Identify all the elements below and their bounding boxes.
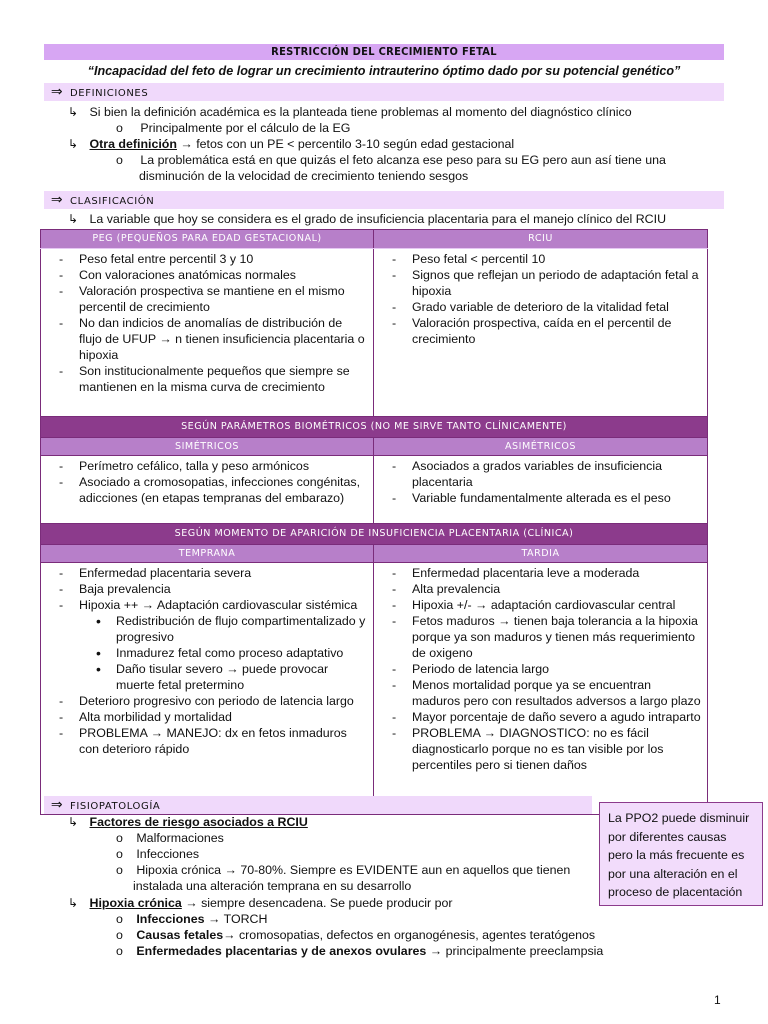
list-item: - Valoración prospectiva, caída en el percentil de crecimiento bbox=[374, 315, 701, 347]
list-item: - Alta prevalencia bbox=[374, 581, 701, 597]
factor-item: o Hipoxia crónica → 70-80%. Siempre es EVIDENTE aun en aquellos que tienen bbox=[116, 863, 571, 877]
cell-rciu bbox=[374, 249, 708, 417]
section-fisiopatologia bbox=[44, 796, 592, 814]
header-tardia: TARDIA bbox=[374, 545, 708, 563]
section-heading: CLASIFICACIÓN bbox=[70, 196, 155, 207]
section-heading: DEFINICIONES bbox=[70, 88, 149, 99]
document-title: RESTRICCIÓN DEL CRECIMIENTO FETAL bbox=[44, 44, 724, 60]
factores-heading: ↳ Factores de riesgo asociados a RCIU bbox=[68, 815, 308, 829]
list-item: • Redistribución de flujo compartimentalizado y progresivo bbox=[41, 613, 367, 645]
list-item: - Peso fetal entre percentil 3 y 10 bbox=[41, 251, 367, 267]
definition-quote: “Incapacidad del feto de lograr un crecimiento intrauterino óptimo dado por su potencial genético” bbox=[87, 64, 681, 78]
section-clasificacion bbox=[44, 191, 724, 209]
header-temprana: TEMPRANA bbox=[41, 545, 374, 563]
double-arrow-icon: ⇒ bbox=[50, 84, 64, 100]
sub-arrow-icon: ↳ bbox=[68, 212, 79, 226]
list-item: - Perímetro cefálico, talla y peso armónicos bbox=[41, 458, 367, 474]
causa-item: o Infecciones → TORCH bbox=[116, 912, 268, 926]
list-item: • Inmadurez fetal como proceso adaptativo bbox=[41, 645, 367, 661]
circle-bullet-icon: o bbox=[116, 847, 123, 861]
cell-tardia bbox=[374, 563, 708, 815]
causa-item: o Enfermedades placentarias y de anexos ovulares → principalmente preeclampsia bbox=[116, 944, 604, 958]
list-item: - Menos mortalidad porque ya se encuentran maduros pero con resultados adversos a largo plazo bbox=[374, 677, 701, 709]
section-heading: FISIOPATOLOGÍA bbox=[70, 801, 161, 812]
sub-arrow-icon: ↳ bbox=[68, 896, 79, 910]
circle-bullet-icon: o bbox=[116, 831, 123, 845]
header-rciu: RCIU bbox=[374, 230, 708, 249]
circle-bullet-icon: o bbox=[116, 928, 123, 942]
side-note: La PPO2 puede disminuir por diferentes causas pero la más frecuente es por una alteración en el proceso de placentación bbox=[599, 802, 763, 906]
list-item: - Deterioro progresivo con periodo de latencia largo bbox=[41, 693, 367, 709]
double-arrow-icon: ⇒ bbox=[50, 797, 64, 813]
list-item: - Grado variable de deterioro de la vitalidad fetal bbox=[374, 299, 701, 315]
sub-arrow-icon: ↳ bbox=[68, 105, 79, 119]
list-item: - Mayor porcentaje de daño severo a agudo intraparto bbox=[374, 709, 701, 725]
cell-peg bbox=[41, 249, 374, 417]
list-item: - Son institucionalmente pequeños que siempre se mantienen en la misma curva de crecimiento bbox=[41, 363, 367, 395]
cell-simetricos bbox=[41, 456, 374, 524]
list-item: - Periodo de latencia largo bbox=[374, 661, 701, 677]
factor-item-continued: instalada una alteración temprana en su desarrollo bbox=[133, 879, 412, 893]
factor-item: o Infecciones bbox=[116, 847, 200, 861]
list-item: - No dan indicios de anomalías de distribución de flujo de UFUP → n tienen insuficiencia placentaria o hipoxia bbox=[41, 315, 367, 363]
header-momento: SEGÚN MOMENTO DE APARICIÓN DE INSUFICIENCIA PLACENTARIA (CLÍNICA) bbox=[41, 524, 708, 545]
circle-bullet-icon: o bbox=[116, 121, 123, 135]
list-item: - Variable fundamentalmente alterada es el peso bbox=[374, 490, 701, 506]
circle-bullet-icon: o bbox=[116, 912, 123, 926]
section-definiciones bbox=[44, 83, 724, 101]
otra-definicion-label: Otra definición bbox=[89, 137, 177, 151]
definiciones-line-1a: o Principalmente por el cálculo de la EG bbox=[116, 121, 351, 135]
list-item: - Signos que reflejan un periodo de adaptación fetal a hipoxia bbox=[374, 267, 701, 299]
list-item: - Con valoraciones anatómicas normales bbox=[41, 267, 367, 283]
double-arrow-icon: ⇒ bbox=[50, 192, 64, 208]
list-item: - Enfermedad placentaria severa bbox=[41, 565, 367, 581]
list-item: - Enfermedad placentaria leve a moderada bbox=[374, 565, 701, 581]
definiciones-line-2: ↳ Otra definición → fetos con un PE < percentilo 3-10 según edad gestacional bbox=[68, 137, 515, 151]
header-asimetricos: ASIMÉTRICOS bbox=[374, 438, 708, 456]
list-item: - Asociado a cromosopatias, infecciones congénitas, adicciones (en etapas tempranas del embarazo) bbox=[41, 474, 367, 506]
list-item: - Hipoxia +/- → adaptación cardiovascular central bbox=[374, 597, 701, 613]
sub-arrow-icon: ↳ bbox=[68, 137, 79, 151]
definiciones-line-2a: o La problemática está en que quizás el feto alcanza ese peso para su EG pero aun así tiene una bbox=[116, 153, 666, 167]
list-item: - PROBLEMA → DIAGNOSTICO: no es fácil diagnosticarlo porque no es tan visible por los percentiles pero si tienen daños bbox=[374, 725, 701, 773]
definiciones-line-2b: disminución de la velocidad de crecimiento teniendo sesgos bbox=[139, 169, 469, 183]
header-peg: PEG (PEQUEÑOS PARA EDAD GESTACIONAL) bbox=[41, 230, 374, 249]
circle-bullet-icon: o bbox=[116, 863, 123, 877]
clasificacion-line-1: ↳ La variable que hoy se considera es el grado de insuficiencia placentaria para el manejo clínico del RCIU bbox=[68, 212, 667, 226]
factor-item: o Malformaciones bbox=[116, 831, 224, 845]
list-item: • Daño tisular severo → puede provocar muerte fetal pretermino bbox=[41, 661, 367, 693]
causa-item: o Causas fetales→ cromosopatias, defectos en organogénesis, agentes teratógenos bbox=[116, 928, 596, 942]
classification-table bbox=[40, 229, 708, 815]
definiciones-line-1: ↳ Si bien la definición académica es la planteada tiene problemas al momento del diagnóstico clínico bbox=[68, 105, 632, 119]
sub-arrow-icon: ↳ bbox=[68, 815, 79, 829]
circle-bullet-icon: o bbox=[116, 944, 123, 958]
list-item: - Asociados a grados variables de insuficiencia placentaria bbox=[374, 458, 701, 490]
list-item: - Baja prevalencia bbox=[41, 581, 367, 597]
list-item: - Valoración prospectiva se mantiene en el mismo percentil de crecimiento bbox=[41, 283, 367, 315]
hipoxia-heading: ↳ Hipoxia crónica → siempre desencadena. Se puede producir por bbox=[68, 896, 453, 910]
list-item: - Fetos maduros → tienen baja tolerancia a la hipoxia porque ya son maduros y tienen más requerimiento de oxigeno bbox=[374, 613, 701, 661]
circle-bullet-icon: o bbox=[116, 153, 123, 167]
cell-temprana bbox=[41, 563, 374, 815]
header-biometricos: SEGÚN PARÁMETROS BIOMÉTRICOS (NO ME SIRVE TANTO CLÍNICAMENTE) bbox=[41, 417, 708, 438]
page-number: 1 bbox=[714, 993, 721, 1007]
header-simetricos: SIMÉTRICOS bbox=[41, 438, 374, 456]
list-item: - Alta morbilidad y mortalidad bbox=[41, 709, 367, 725]
list-item: - Peso fetal < percentil 10 bbox=[374, 251, 701, 267]
list-item: - PROBLEMA → MANEJO: dx en fetos inmaduros con deterioro rápido bbox=[41, 725, 367, 757]
list-item: - Hipoxia ++ → Adaptación cardiovascular sistémica • Redistribución de flujo compartimentalizado y progresivo • Inmadurez fetal como proceso adaptativo • Daño tisular severo → puede provocar muerte fetal pretermino bbox=[41, 597, 367, 693]
cell-asimetricos bbox=[374, 456, 708, 524]
